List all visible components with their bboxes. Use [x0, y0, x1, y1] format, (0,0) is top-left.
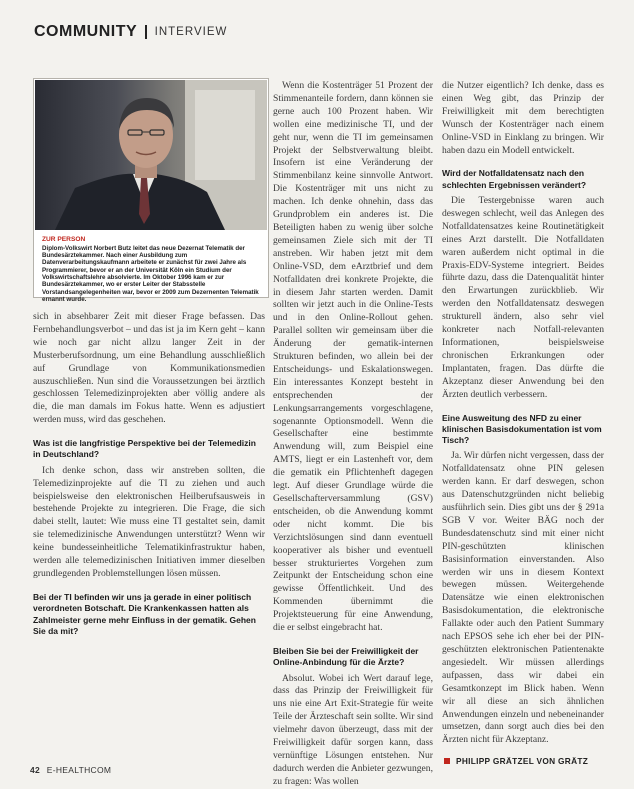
photo-caption — [42, 236, 262, 303]
text-column-right — [442, 80, 604, 747]
paragraph: Absolut. Wobei ich Wert darauf lege, dass das Prinzip der Freiwilligkeit für uns nie eine Art Exit-Strategie für weite Teile der Ärzteschaft sein sollte. Wir sind vielmehr davon überzeugt, dass mit der Freiwilligkeit dafür sorgen kann, dass vernünftige Lösungen entstehen. Nur dadurch werden die Anbieter gezwungen, zu fragen: Was wollen — [273, 672, 433, 787]
page-header — [34, 22, 227, 42]
question-heading: Bleiben Sie bei der Freiwilligkeit der Online-Anbindung für die Ärzte? — [273, 645, 419, 668]
page-footer — [30, 765, 111, 775]
magazine-name: E-HEALTHCOM — [46, 765, 112, 775]
paragraph: Ja. Wir dürfen nicht vergessen, dass der Notfalldatensatz ohne PIN gelesen werden kann. Er darf deswegen, schon aus Datenschutzgründen nicht beliebig ausführlich sein. Dies gibt uns der § 291a SGB V vor. Weiter BÄG noch der Bundesdatenschutz sind mit einer nicht PIN-geschützten klinischen Basisinformation einverstanden. Also werden wir uns in diesem Kontext bewegen müssen. Weitergehende Datensätze wie einen elektronischen Basisdokumentation, die elektronische Fallakte oder auch den Patient Summary nach EPSOS sehe ich eher bei der PIN-geschützten elektronischen Patientenakte angesiedelt. Wir müssen allerdings aufpassen, dass wir dabei ein Gesamtkonzept im Blick haben. Wenn wir all diese an sich ähnlichen Anwendungen einzeln und nebeneinander umsetzen, dann sorgt auch dies bei den Ärzten nicht für Akzeptanz. — [442, 450, 604, 746]
paragraph: die Nutzer eigentlich? Ich denke, dass es einen Weg gibt, das Prinzip der Freiwilligkeit mit dem berechtigten Wunsch der Kostenträger nach einem Online-VSD in Einklang zu bringen. Wir haben dazu ein Modell entwickelt. — [442, 80, 604, 156]
paragraph: sich in absehbarer Zeit mit dieser Frage befassen. Das Fernbehandlungsverbot – und das ist ja im Kern geht – kann wie noch gar nicht allzu langer Zeit in der Musterberufsordnung, um eine Behandlung ausschließlich auf Grundlage von Kommunikationsmedien auszuschließen. Nun sind die Voraussetzungen bei ärztlich geschlossen Telemedizinprojekten aber völlig andere als die, die man damals im Fokus hatte. Wenn es adjustiert werden muss, wird das geschehen. — [33, 311, 265, 426]
byline-square-icon — [444, 758, 450, 764]
page-number: 42 — [30, 765, 41, 775]
question-heading: Bei der TI befinden wir uns ja gerade in einer politisch verordneten Botschaft. Die Krankenkassen hatten als Zahlmeister gerne mehr Einfluss in der gematik. Gehen Sie da mit? — [33, 591, 256, 636]
caption-body: Diplom-Volkswirt Norbert Butz leitet das neue Dezernat Telematik der Bundesärztekammer. Nach einer Ausbildung zum Datenverarbeitungskaufmann arbeitete er zunächst für zwei Jahre als Programmierer, bevor er an der Universität Köln ein Studium der Volkswirtschaftslehre absolvierte. Im Oktober 1996 kam er zur Bundesärztekammer, wo er erster Leiter der Stabsstelle Vorstandsangelegenheiten war, bevor er 2009 zum Dezernenten Telematik ernannt wurde. — [42, 244, 259, 303]
paragraph: Ich denke schon, dass wir anstreben sollten, die Telemedizinprojekte auf die TI zu ziehen und auch beispielsweise den elektronischen Heilberufsausweis in bestehende Projekte zu integrieren. Die Frage, die sich dabei stellt, lautet: Wie muss eine TI gestaltet sein, damit sie telemedizinische Anwendungen unterstützt? Wenn wir keine bundesseinheitliche Telematikinfrastruktur haben, werden alle telemedizinischen Initiativen immer dieselben grundlegenden Problemstellungen lösen müssen. — [33, 464, 265, 579]
author-byline — [444, 756, 588, 766]
author-name: PHILIPP GRÄTZEL VON GRÄTZ — [456, 756, 589, 766]
portrait-photo — [35, 80, 267, 230]
section-title: COMMUNITY — [34, 23, 138, 40]
caption-title: ZUR PERSON — [42, 236, 86, 243]
portrait-illustration — [35, 80, 267, 230]
question-heading: Was ist die langfristige Perspektive bei der Telemedizin in Deutschland? — [33, 438, 256, 460]
header-divider — [145, 25, 147, 39]
subsection-title: INTERVIEW — [154, 26, 228, 38]
question-heading: Eine Ausweitung des NFD zu einer klinischen Basisdokumentation ist vom Tisch? — [442, 412, 602, 446]
portrait-box — [33, 78, 269, 303]
text-column-middle — [273, 80, 433, 789]
question-heading: Wird der Notfalldatensatz nach den schlechten Ergebnissen verändert? — [442, 168, 587, 190]
text-column-left — [33, 311, 265, 641]
paragraph: Wenn die Kostenträger 51 Prozent der Stimmenanteile fordern, dann können sie gerne auch 100 Prozent haben. Wir wollen eine medizinische TI, und der geht nur, wenn die TI im gemeinsamen Projekt der Selbstverwaltung bleibt. Insofern ist eine Veränderung der Stimmenbilanz keine sinnvolle Antwort. Die Kostenträger mit uns nicht zu machen. Ich denke ohnehin, dass das Grundproblem ein anderes ist. Die Beteiligten haben zu wenig über solche gemeinsamen Ziele sich mit der TI anstreben. Wir haben jetzt mit dem Online-VSD, dem eArztbrief und dem Notfalldaten drei konkrete Projekte, die in diesem Jahr starten werden. Damit sollten wir jetzt auch in die Online-Tests und in den Online-Rollout gehen. Parallel sollten wir gemeinsam über die Änderung der gematik-internen Strukturen befinden, wo allein bei der Entscheidungs- und Eskalationswegen. Ein interessantes Konzept besteht in entsprechenden der Lenkungsarrangements vorgeschlagene, sogenannte Optionsmodell. Wenn die Gesellschafter eine bestimmte Anwendung will, zum Beispiel eine AMTS, liegt er ein Lastenheft vor, dem die gematik ein Pflichtenheft dagegen legt. Auf dieser Grundlage würde die Gesellschafterversammlung (GSV) entscheiden, ob die Anwendung kommt oder nicht kommt. Die bis Verzichtslösungen sind dann eventuell kooperativer als bisher und eventuell besser strukturiertes Vorgehen zum Zeitpunkt der Entscheidung schon eine gewisse Öffentlichkeit. Und des Kommenden übernimmt die Projektsteuerung für eine Anwendung, die er selbst eingebracht hat. — [273, 80, 433, 634]
paragraph: Die Testergebnisse waren auch deswegen schlecht, weil das Anlegen des Notfalldatensatzes keine Routinetätigkeit eines Arzt darstellt. Die Notfalldaten waren außerdem nicht optimal in die Praxis-EDV-Systeme integriert. Beides führte dazu, dass die Datenqualität hinter den Erwartungen zurückblieb. Wir werden den Notfalldatensatz deswegen strukturell ändern, also sehr viel konkreter nach Notfall-relevanten Informationen, beispielsweise chronischen Erkrankungen oder Implantaten, fragen. Das dürfte die Akzeptanz dieser Anwendung bei den Ärzten deutlich verbessern. — [442, 195, 604, 400]
